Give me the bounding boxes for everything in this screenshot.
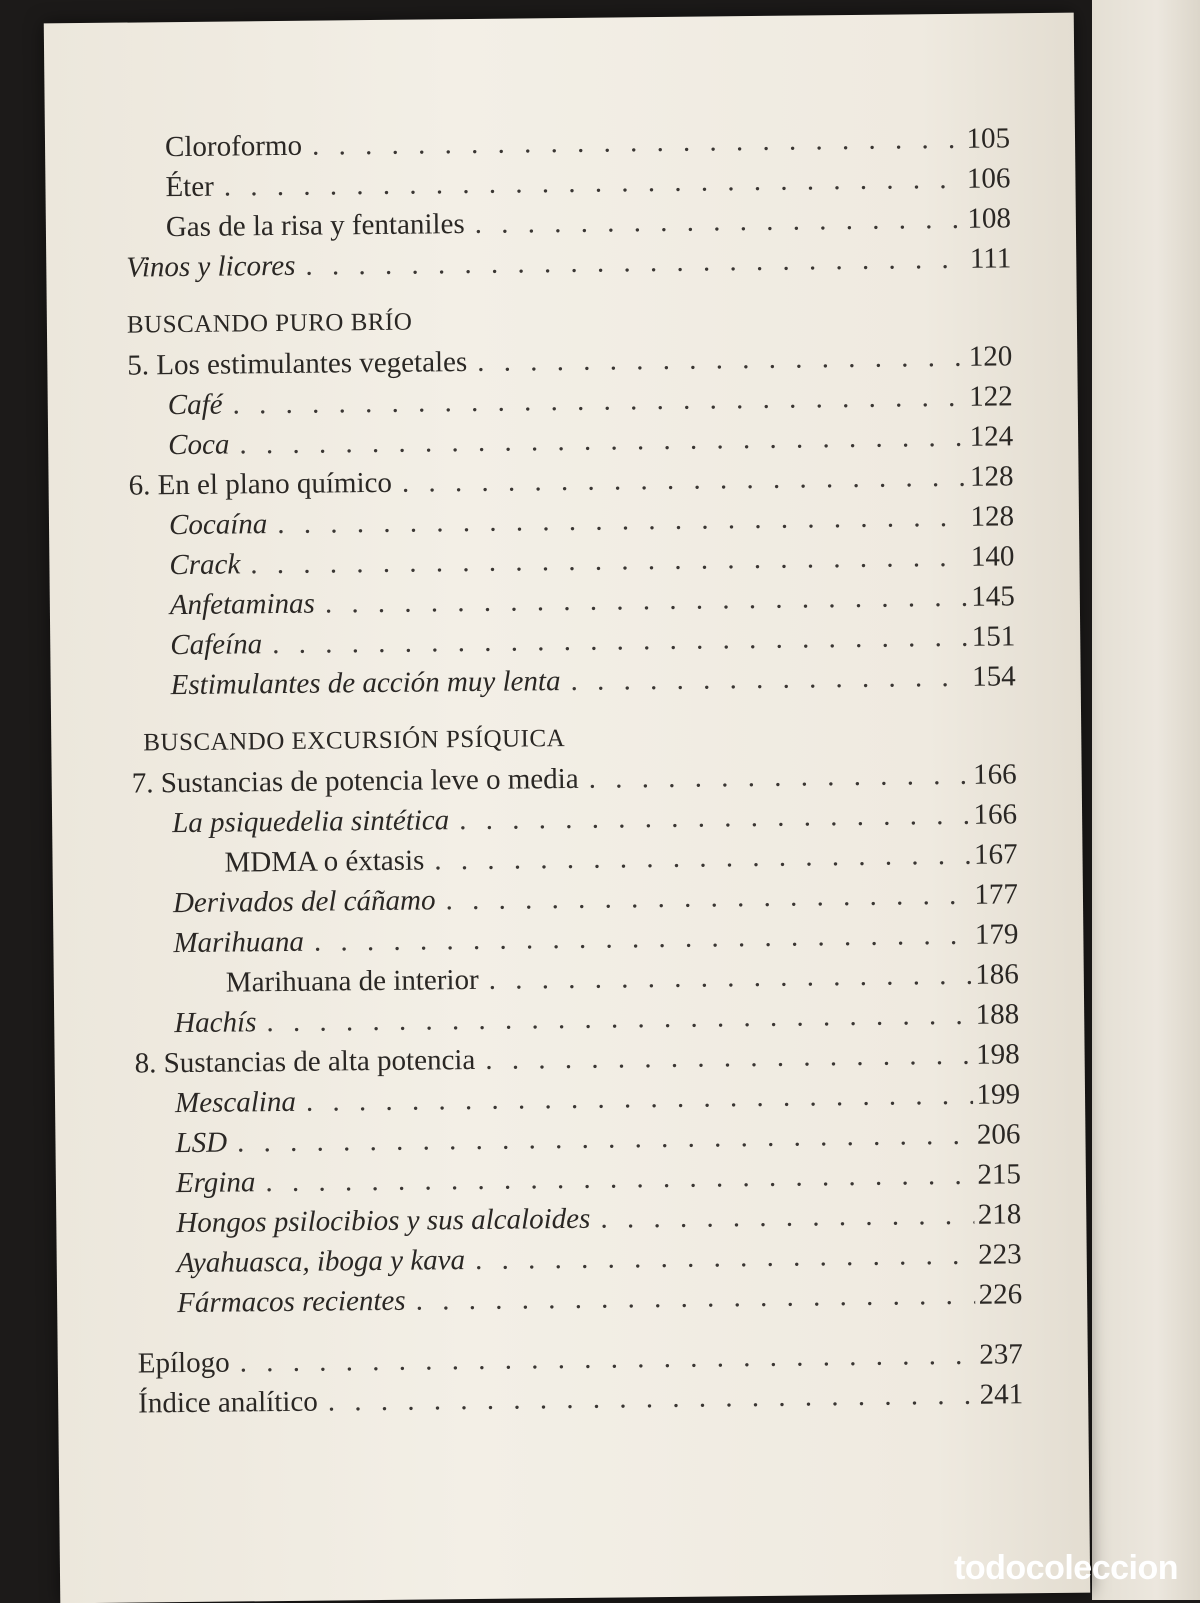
toc-entry-page-number: 215 [977, 1158, 1022, 1191]
toc-group-1 [125, 118, 1012, 287]
toc-entry-label: Hongos psilocibios y sus alcaloides [176, 1202, 591, 1240]
leader-dots [445, 875, 970, 920]
toc-entry-page-number: 241 [979, 1378, 1024, 1411]
watermark-logo: todocoleccion [954, 1549, 1178, 1587]
leader-dots [415, 1275, 974, 1321]
leader-dots [488, 955, 971, 1000]
toc-entry-label: 6. En el plano químico [128, 466, 393, 502]
toc-entry-label: 7. Sustancias de potencia leve o media [131, 762, 579, 800]
toc-entry-page-number: 198 [975, 1038, 1020, 1071]
toc-entry-label: Café [167, 388, 223, 422]
toc-entry-page-number: 188 [975, 998, 1020, 1031]
toc-entry-label: Gas de la risa y fentaniles [165, 208, 465, 244]
table-of-contents [125, 118, 1024, 1423]
toc-entry-page-number: 120 [968, 340, 1013, 373]
toc-entry-page-number: 106 [966, 162, 1011, 195]
toc-entry-page-number: 166 [973, 758, 1017, 791]
toc-entry-page-number: 122 [969, 380, 1013, 413]
toc-entry-label: 5. Los estimulantes vegetales [127, 346, 468, 382]
toc-entry-label: MDMA o éxtasis [224, 844, 425, 879]
toc-entry-label: Coca [168, 428, 230, 462]
toc-entry-label: Hachís [174, 1006, 257, 1040]
toc-entry-page-number: 177 [974, 878, 1019, 911]
toc-entry-page-number: 128 [969, 460, 1014, 493]
toc-entry-page-number: 151 [971, 620, 1016, 653]
toc-entry-page-number: 218 [977, 1198, 1022, 1231]
toc-entry-label: Epílogo [137, 1346, 230, 1380]
toc-entry-label: Derivados del cáñamo [172, 884, 436, 920]
toc-entry-page-number: 186 [975, 958, 1019, 991]
toc-entry-page-number: 154 [971, 660, 1016, 693]
toc-entry-label: Estimulantes de acción muy lenta [170, 665, 561, 702]
toc-entry-page-number: 206 [976, 1118, 1021, 1151]
toc-entry-page-number: 111 [969, 242, 1012, 275]
toc-entry-page-number: 166 [973, 798, 1018, 831]
toc-entry-page-number: 223 [978, 1238, 1022, 1271]
leader-dots [588, 755, 969, 799]
toc-entry [137, 1274, 1022, 1323]
toc-entry-label: Índice analítico [138, 1385, 318, 1420]
leader-dots [402, 457, 967, 503]
toc-entry-label: Mescalina [174, 1085, 297, 1120]
toc-entry [138, 1374, 1023, 1423]
leader-dots [570, 657, 968, 701]
toc-entry-label: Fármacos recientes [176, 1284, 406, 1320]
toc-entry-label: Ergina [175, 1166, 256, 1200]
leader-dots [305, 239, 966, 286]
toc-entry-label: Vinos y licores [126, 249, 296, 284]
toc-entry-page-number: 237 [979, 1338, 1023, 1371]
toc-entry [130, 656, 1015, 705]
toc-entry-page-number: 167 [973, 838, 1018, 871]
section-heading-excursion: BUSCANDO EXCURSIÓN PSÍQUICA [143, 725, 566, 757]
toc-entry-label: Cafeína [170, 628, 263, 662]
toc-entry [126, 238, 1011, 287]
toc-entry-label: Éter [165, 170, 214, 204]
toc-entry-page-number: 108 [967, 202, 1012, 235]
leader-dots [459, 795, 970, 840]
toc-entry-label: Cocaína [168, 508, 268, 542]
toc-entry-page-number: 179 [974, 918, 1019, 951]
leader-dots [314, 915, 971, 962]
toc-entry-page-number: 128 [970, 500, 1015, 533]
toc-entry-label: Marihuana de interior [225, 963, 479, 999]
toc-entry-label: Anfetaminas [169, 587, 316, 622]
book-page [44, 13, 1090, 1603]
leader-dots [600, 1195, 974, 1239]
adjacent-page [1092, 0, 1200, 1600]
leader-dots [306, 1075, 973, 1122]
toc-entry-label: Ayahuasca, iboga y kava [176, 1244, 466, 1280]
toc-group-4 [138, 1334, 1024, 1423]
toc-entry-page-number: 145 [971, 580, 1015, 613]
toc-entry-page-number: 199 [976, 1078, 1021, 1111]
leader-dots [434, 835, 970, 881]
toc-entry-label: 8. Sustancias de alta potencia [134, 1043, 476, 1080]
leader-dots [312, 119, 963, 166]
leader-dots [477, 337, 965, 382]
leader-dots [328, 1375, 976, 1422]
toc-group-3 [132, 754, 1023, 1323]
leader-dots [485, 1035, 972, 1080]
toc-entry-page-number: 226 [978, 1278, 1023, 1311]
leader-dots [474, 199, 963, 244]
toc-entry-label: Cloroformo [164, 129, 303, 164]
toc-entry-label: Crack [169, 548, 241, 582]
leader-dots [475, 1235, 975, 1280]
section-heading-brio: BUSCANDO PURO BRÍO [126, 308, 413, 339]
toc-entry-label: La psiquedelia sintética [171, 804, 450, 840]
toc-entry-page-number: 140 [970, 540, 1015, 573]
toc-entry-label: Marihuana [173, 925, 305, 960]
leader-dots [325, 577, 968, 624]
toc-entry-label: LSD [175, 1126, 228, 1160]
toc-group-2 [127, 336, 1016, 705]
toc-entry-page-number: 105 [966, 122, 1011, 155]
toc-entry-page-number: 124 [969, 420, 1014, 453]
